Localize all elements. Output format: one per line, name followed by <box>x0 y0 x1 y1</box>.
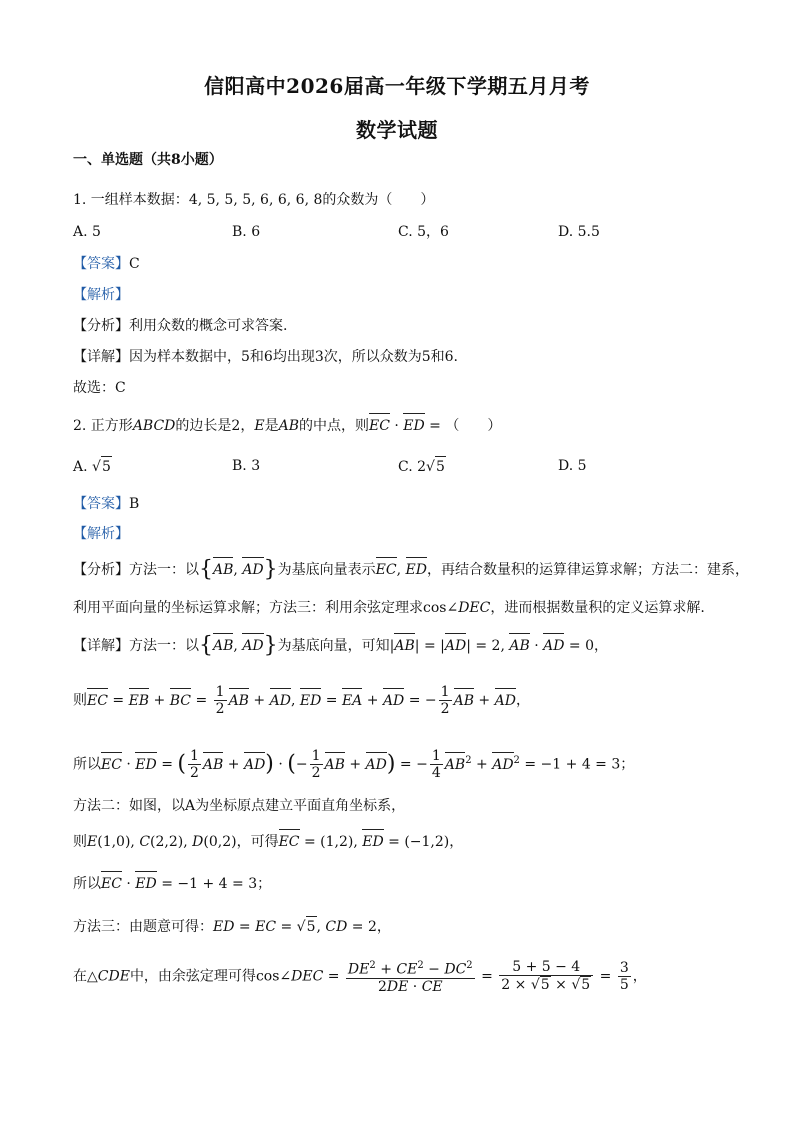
q1-xiangjie: 【详解】因为样本数据中，5和6均出现3次，所以众数为5和6. <box>73 349 458 365</box>
q2-option-a: A. √5 <box>73 456 112 477</box>
exam-title: 信阳高中2026届高一年级下学期五月月考 <box>204 74 590 98</box>
q2-option-c: C. 2√5 <box>398 456 446 477</box>
q2-option-b: B. 3 <box>232 458 261 474</box>
q2-method2-coords: 则E(1,0), C(2,2), D(0,2)，可得EC = (1,2), ED = (−1,2)， <box>73 834 464 850</box>
q1-option-c: C. 5，6 <box>398 224 449 240</box>
q1-conclusion: 故选：C <box>73 380 126 396</box>
q2-method2-result: 所以EC · ED = −1 + 4 = 3； <box>73 876 272 892</box>
q1-stem: 1. 一组样本数据：4, 5, 5, 5, 6, 6, 6, 8的众数为（ ） <box>73 192 435 208</box>
section-heading: 一、单选题（共8小题） <box>73 152 223 168</box>
q2-stem: 2. 正方形ABCD的边长是2，E是AB的中点，则EC · ED = （ ） <box>73 418 502 434</box>
q2-xiangjie-line2: 则EC = EB + BC = $\frac{1}{2}$ AB + AD, ED = EA + AD = − $\frac{1}{2}$ AB + AD， <box>73 684 530 717</box>
q1-option-b: B. 6 <box>232 224 261 240</box>
q2-fenxi-line1: 【分析】方法一：以{AB, AD}为基底向量表示EC, ED，再结合数量积的运算律运算求解；方法二：建系， <box>73 557 749 582</box>
q2-method2-intro: 方法二：如图，以A为坐标原点建立平面直角坐标系， <box>73 798 406 814</box>
q2-xiangjie-line1: 【详解】方法一：以{AB, AD}为基底向量，可知|AB| = |AD| = 2, AB · AD = 0， <box>73 633 609 658</box>
q1-answer: 【答案】C <box>73 256 140 272</box>
q2-analysis-tag: 【解析】 <box>73 526 129 542</box>
q1-fenxi: 【分析】利用众数的概念可求答案. <box>73 318 288 334</box>
q2-answer: 【答案】B <box>73 496 140 512</box>
q2-fenxi-line2: 利用平面向量的坐标运算求解；方法三：利用余弦定理求cos∠DEC，进而根据数量积的定义运算求解. <box>73 600 705 616</box>
exam-subtitle: 数学试题 <box>356 118 438 142</box>
q2-xiangjie-line3: 所以EC · ED = ( $\frac{1}{2}$ AB + AD) · (− $\frac{1}{2}$ AB + AD) = − $\frac{1}{4}$ $AB^2 + AD^2 = -1 + 4 = 3$； <box>73 748 635 781</box>
q1-analysis-tag: 【解析】 <box>73 287 129 303</box>
q2-option-d: D. 5 <box>558 458 587 474</box>
q1-option-d: D. 5.5 <box>558 224 600 240</box>
q1-option-a: A. 5 <box>73 224 101 240</box>
q2-method3-intro: 方法三：由题意可得：ED = EC = √5, CD = 2， <box>73 916 391 937</box>
q2-method3-cosine: 在△CDE中，由余弦定理可得cos∠DEC = $\frac{DE^2 + CE^2 - DC^2}{2DE \cdot CE}$ = $\frac{5 + 5 - 4}{2 \times √5 \times √5}$ = $\frac{3}{5}$ ， <box>73 959 647 995</box>
